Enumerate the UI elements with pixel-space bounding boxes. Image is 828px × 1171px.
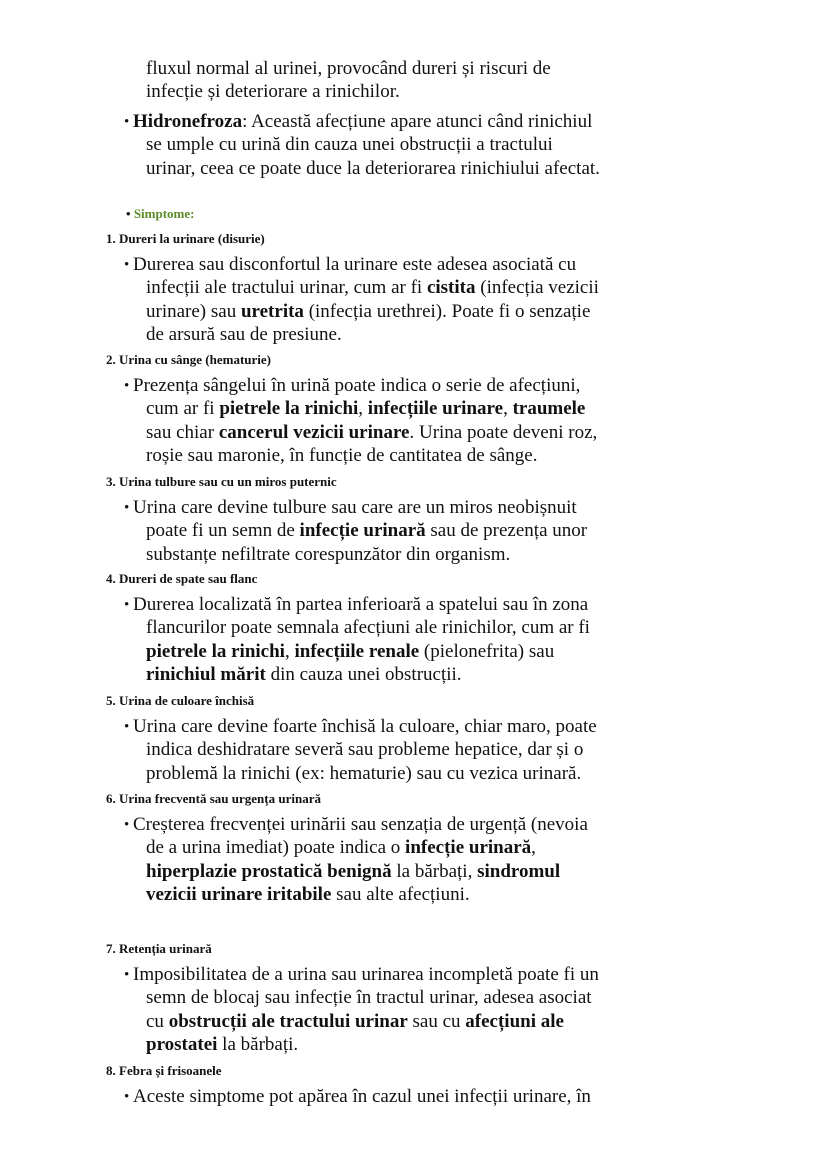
- symptom-line: [146, 616, 646, 639]
- bullet-icon: •: [124, 500, 130, 516]
- text-span: ,: [531, 837, 536, 859]
- symptom-line: [146, 640, 646, 663]
- bullet-icon: •: [124, 378, 130, 394]
- symptom-line: [133, 593, 633, 616]
- bold-term: uretrita: [240, 300, 304, 322]
- intro-line: fluxul normal al urinei, provocând dureri și riscuri de: [146, 58, 551, 79]
- bold-term: rinichiul mărit: [146, 664, 266, 686]
- symptom-line: [146, 663, 646, 686]
- text-span: Urina care devine tulbure sau care are un miros neobișnuit: [133, 497, 577, 518]
- bold-term: infecțiile renale: [294, 640, 420, 662]
- hidronefroza-line: se umple cu urină din cauza unei obstrucții a tractului: [146, 134, 553, 156]
- bold-term: sindromul: [477, 860, 561, 882]
- symptom-line: [146, 738, 646, 761]
- section-title: [126, 206, 194, 222]
- symptom-line: [146, 397, 646, 420]
- text-span: ,: [284, 640, 295, 662]
- hidronefroza-line: urinar, ceea ce poate duce la deteriorarea rinichiului afectat.: [146, 157, 600, 179]
- text-span: substanțe nefiltrate corespunzător din organism.: [146, 543, 511, 565]
- symptom-line: [146, 860, 646, 883]
- text-span: roșie sau maronie, în funcție de cantitatea de sânge.: [146, 445, 538, 467]
- symptom-line: [133, 813, 633, 836]
- bold-term: hiperplazie prostatică benignă: [146, 860, 392, 882]
- symptom-line: [146, 519, 646, 542]
- symptom-line: [146, 300, 646, 323]
- text-span: (infecția vezicii: [475, 277, 599, 299]
- text-span: poate fi un semn de: [146, 520, 300, 542]
- bold-term: infecțiile urinare: [367, 398, 504, 420]
- text-span: urinare) sau: [146, 300, 241, 322]
- text-span: din cauza unei obstrucții.: [265, 664, 462, 686]
- symptom-heading: 5. Urina de culoare închisă: [106, 693, 255, 708]
- symptom-line: [133, 963, 633, 986]
- section-title-text: Simptome:: [133, 206, 195, 221]
- text-span: cum ar fi: [146, 398, 220, 420]
- text-span: (pielonefrita) sau: [419, 640, 555, 662]
- text-span: ,: [358, 398, 368, 420]
- symptom-heading: 7. Retenția urinară: [106, 941, 212, 956]
- intro-line: infecție și deteriorare a rinichilor.: [146, 81, 400, 103]
- text-span: cu: [146, 1010, 169, 1032]
- text-span: (infecția urethrei). Poate fi o senzație: [303, 300, 591, 322]
- text-span: Imposibilitatea de a urina sau urinarea incompletă poate fi un: [133, 964, 599, 985]
- symptom-heading: 1. Dureri la urinare (disurie): [106, 231, 265, 246]
- bold-term: cancerul vezicii urinare: [218, 421, 410, 443]
- text-span: ,: [503, 398, 513, 420]
- symptom-line: [133, 1085, 633, 1108]
- symptom-line: [146, 276, 646, 299]
- bold-term: obstrucții ale tractului urinar: [168, 1010, 408, 1032]
- bold-term: infecție urinară: [405, 837, 532, 859]
- bold-term: prostatei: [146, 1034, 218, 1056]
- bullet-icon: •: [126, 206, 134, 221]
- symptom-heading: 4. Dureri de spate sau flanc: [106, 571, 258, 586]
- symptom-line: [146, 986, 646, 1009]
- symptom-line: [133, 715, 633, 738]
- symptom-line: [133, 253, 633, 276]
- symptom-line: [133, 496, 633, 519]
- symptom-line: [146, 543, 646, 566]
- bullet-icon: •: [124, 967, 130, 983]
- bold-term: cistita: [426, 277, 476, 299]
- hidronefroza-term: Hidronefroza: [133, 111, 243, 132]
- text-span: indica deshidratare severă sau probleme hepatice, dar și o: [146, 739, 584, 761]
- bullet-icon: •: [124, 1089, 130, 1105]
- text-span: de arsură sau de presiune.: [146, 324, 342, 346]
- symptom-heading: 8. Febra și frisoanele: [106, 1063, 222, 1078]
- text-span: Durerea sau disconfortul la urinare este adesea asociată cu: [133, 254, 577, 275]
- hidronefroza-first-line: [133, 110, 633, 133]
- text-span: Urina care devine foarte închisă la culoare, chiar maro, poate: [133, 716, 597, 737]
- bullet-icon: •: [124, 719, 130, 735]
- text-span: sau chiar: [146, 421, 219, 443]
- text-span: sau cu: [407, 1010, 466, 1032]
- symptom-line: [146, 323, 646, 346]
- text-span: sau alte afecțiuni.: [331, 884, 470, 906]
- text-span: infecții ale tractului urinar, cum ar fi: [146, 277, 427, 299]
- symptom-line: [146, 762, 646, 785]
- text-span: la bărbați.: [217, 1034, 299, 1056]
- bold-term: pietrele la rinichi: [219, 398, 359, 420]
- text-span: Creșterea frecvenței urinării sau senzația de urgență (nevoia: [133, 814, 588, 835]
- text-span: Prezența sângelui în urină poate indica o serie de afecțiuni,: [133, 375, 581, 396]
- bold-term: traumele: [512, 398, 586, 420]
- symptom-line: [133, 374, 633, 397]
- symptom-line: [146, 836, 646, 859]
- symptom-line: [146, 1033, 646, 1056]
- symptom-heading: 2. Urina cu sânge (hematurie): [106, 352, 272, 367]
- symptom-heading: 3. Urina tulbure sau cu un miros puternic: [106, 474, 337, 489]
- bold-term: afecțiuni ale: [465, 1010, 564, 1032]
- text-span: sau de prezența unor: [425, 520, 588, 542]
- bullet-icon: •: [124, 257, 130, 273]
- text-span: Durerea localizată în partea inferioară a spatelui sau în zona: [133, 594, 589, 615]
- bold-term: infecție urinară: [299, 520, 426, 542]
- text-span: de a urina imediat) poate indica o: [146, 837, 406, 859]
- text-span: semn de blocaj sau infecție în tractul urinar, adesea asociat: [146, 987, 592, 1009]
- symptom-line: [146, 883, 646, 906]
- symptom-line: [146, 444, 646, 467]
- symptom-line: [146, 1010, 646, 1033]
- bullet-icon: •: [124, 114, 130, 130]
- symptom-heading: 6. Urina frecventă sau urgența urinară: [106, 791, 321, 806]
- text-span: . Urina poate deveni roz,: [409, 421, 598, 443]
- bold-term: pietrele la rinichi: [146, 640, 285, 662]
- bullet-icon: •: [124, 597, 130, 613]
- text-span: Aceste simptome pot apărea în cazul unei infecții urinare, în: [133, 1086, 591, 1107]
- text-span: : Această afecțiune apare atunci când rinichiul: [242, 111, 593, 132]
- bold-term: vezicii urinare iritabile: [146, 884, 332, 906]
- text-span: problemă la rinichi (ex: hematurie) sau cu vezica urinară.: [146, 762, 582, 784]
- bullet-icon: •: [124, 817, 130, 833]
- text-span: flancurilor poate semnala afecțiuni ale rinichilor, cum ar fi: [146, 617, 590, 639]
- symptom-line: [146, 421, 646, 444]
- text-span: la bărbați,: [391, 860, 478, 882]
